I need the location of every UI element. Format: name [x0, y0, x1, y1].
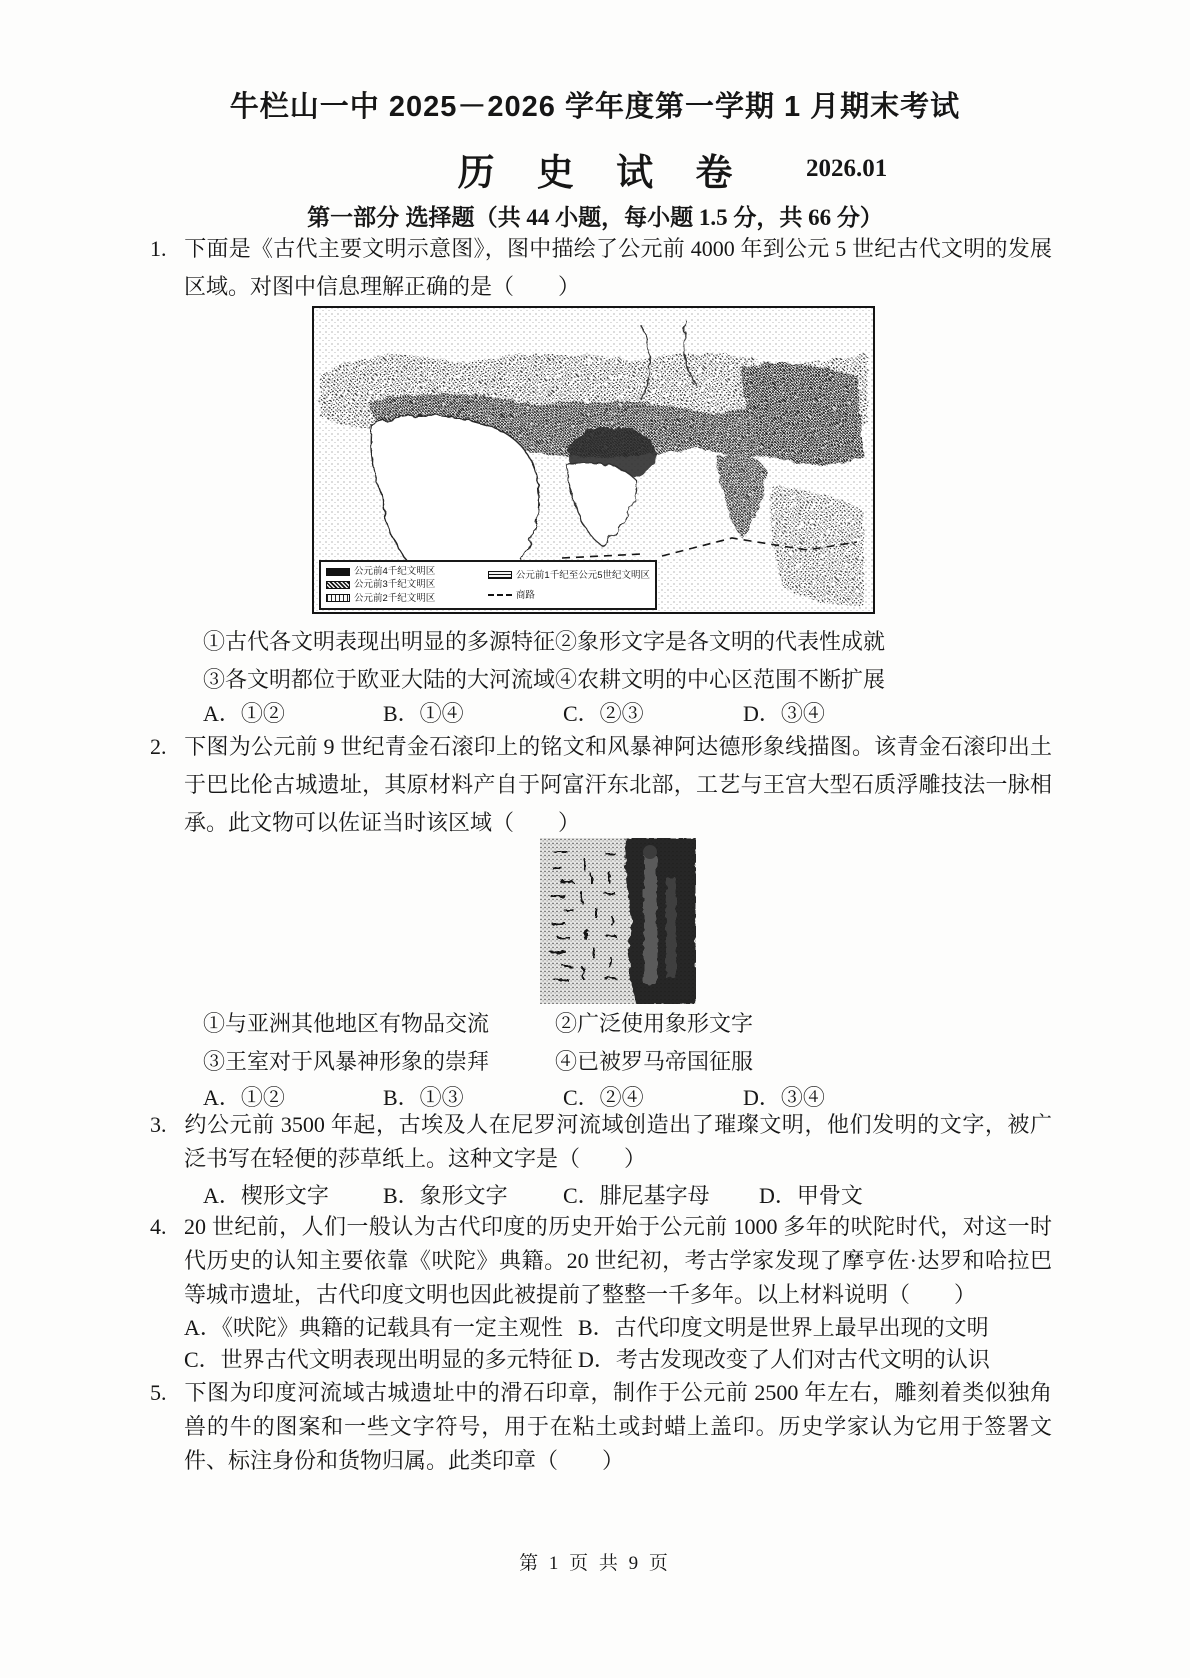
legend-row-1st-millennium	[488, 569, 650, 582]
q2-choice-d: D．③④	[743, 1085, 825, 1110]
q2-suboption-3: ③王室对于风暴神形象的崇拜	[203, 1049, 490, 1074]
question-1-stem: 下面是《古代主要文明示意图》，图中描绘了公元前 4000 年到公元 5 世纪古代文明的发展区域。对图中信息理解正确的是（ ）	[184, 236, 1052, 299]
section-note: （共 44 小题，每小题 1.5 分，共 66 分）	[474, 205, 883, 230]
legend-swatch-hatch-icon	[326, 581, 350, 589]
q2-suboption-4: ④已被罗马帝国征服	[555, 1049, 754, 1074]
q1-choices-row	[203, 700, 1083, 728]
q1-suboption-3: ③各文明都位于欧亚大陆的大河流域	[203, 667, 556, 692]
legend-label: 公元前4千纪文明区	[354, 566, 436, 578]
q1-suboption-4: ④农耕文明的中心区范围不断扩展	[555, 667, 886, 692]
question-1	[150, 230, 1052, 306]
legend-label: 公元前2千纪文明区	[354, 592, 436, 604]
q4-choices-row-1	[184, 1314, 1114, 1342]
cylinder-seal-figure	[540, 838, 696, 1004]
page-footer: 第 1 页 共 9 页	[519, 1553, 671, 1574]
map-legend-left-column	[326, 565, 480, 605]
q1-suboption-2: ②象形文字是各文明的代表性成就	[555, 629, 886, 654]
q2-suboption-2: ②广泛使用象形文字	[555, 1011, 754, 1036]
q4-choices-row-2	[184, 1346, 1114, 1374]
q2-choice-c: C．②④	[563, 1085, 644, 1110]
q3-choice-c: C．腓尼基字母	[563, 1183, 710, 1208]
q4-choice-d: D．考古发现改变了人们对古代文明的认识	[578, 1347, 990, 1372]
question-3-stem: 约公元前 3500 年起，古埃及人在尼罗河流域创造出了璀璨文明，他们发明的文字，被广泛书写在轻便的莎草纸上。这种文字是（ ）	[184, 1112, 1052, 1171]
q1-choice-d: D．③④	[743, 701, 825, 726]
question-4-stem: 20 世纪前，人们一般认为古代印度的历史开始于公元前 1000 多年的吠陀时代，对这一时代历史的认知主要依靠《吠陀》典籍。20 世纪初，考古学家发现了摩亨佐·达罗和哈拉巴等城市遗址，古代印度文明也因此被提前了整整一千多年。以上材料说明（ ）	[184, 1214, 1052, 1307]
q1-suboption-1: ①古代各文明表现出明显的多源特征	[203, 629, 556, 654]
question-5-number: 5.	[150, 1380, 167, 1405]
map-legend-right-column	[488, 565, 650, 605]
question-4-number: 4.	[150, 1214, 167, 1239]
q2-choice-a: A．①②	[203, 1085, 285, 1110]
q2-choice-b: B．①③	[383, 1085, 464, 1110]
question-3	[150, 1108, 1052, 1176]
q1-suboptions	[203, 628, 1063, 694]
question-3-number: 3.	[150, 1112, 167, 1137]
question-4	[150, 1210, 1052, 1312]
question-5-stem: 下图为印度河流域古城遗址中的滑石印章，制作于公元前 2500 年左右，雕刻着类似独角兽的牛的图案和一些文字符号，用于在粘土或封蜡上盖印。历史学家认为它用于签署文件、标注身份和货物归属。此类印章（ ）	[184, 1380, 1052, 1473]
q1-choice-c: C．②③	[563, 701, 644, 726]
legend-row-trade-route	[488, 589, 650, 602]
section-header	[0, 199, 1190, 232]
legend-row-2nd-millennium	[326, 592, 480, 605]
legend-label: 商路	[515, 589, 535, 601]
q2-suboption-1: ①与亚洲其他地区有物品交流	[203, 1011, 490, 1036]
ancient-civilizations-map-figure	[312, 306, 875, 614]
q1-choice-b: B．①④	[383, 701, 464, 726]
exam-header-line: 牛栏山一中 2025－2026 学年度第一学期 1 月期末考试	[229, 91, 961, 123]
q4-choice-a: A．《吠陀》典籍的记载具有一定主观性	[184, 1315, 563, 1340]
q3-choice-d: D．甲骨文	[759, 1183, 863, 1208]
legend-swatch-solid-icon	[326, 568, 350, 576]
question-2	[150, 728, 1052, 842]
legend-row-3rd-millennium	[326, 578, 480, 591]
paper-title: 历 史 试 卷	[457, 152, 749, 193]
legend-label: 公元前3千纪文明区	[354, 579, 436, 591]
q3-choices-row	[203, 1182, 1083, 1210]
q1-choice-a: A．①②	[203, 701, 285, 726]
legend-dashed-line-icon	[488, 594, 512, 596]
q3-choice-a: A．楔形文字	[203, 1183, 329, 1208]
q3-choice-b: B．象形文字	[383, 1183, 508, 1208]
legend-row-4th-millennium	[326, 565, 480, 578]
legend-swatch-crosshatch-icon	[488, 571, 512, 579]
seal-image	[540, 838, 696, 1004]
q2-suboptions	[203, 1010, 1063, 1076]
question-2-stem: 下图为公元前 9 世纪青金石滚印上的铭文和风暴神阿达德形象线描图。该青金石滚印出土于巴比伦古城遗址，其原材料产自于阿富汗东北部，工艺与王宫大型石质浮雕技法一脉相承。此文物可以佐证当时该区域（ ）	[184, 734, 1052, 835]
legend-label: 公元前1千纪至公元5世纪文明区	[515, 569, 650, 581]
map-legend	[319, 560, 657, 610]
question-2-number: 2.	[150, 734, 167, 759]
question-5	[150, 1376, 1052, 1478]
paper-date: 2026.01	[806, 155, 888, 182]
q4-choice-b: B．古代印度文明是世界上最早出现的文明	[578, 1315, 989, 1340]
question-1-number: 1.	[150, 236, 167, 261]
q4-choice-c: C．世界古代文明表现出明显的多元特征	[184, 1347, 573, 1372]
section-title: 第一部分 选择题	[307, 204, 475, 230]
legend-swatch-stripe-icon	[326, 594, 350, 602]
